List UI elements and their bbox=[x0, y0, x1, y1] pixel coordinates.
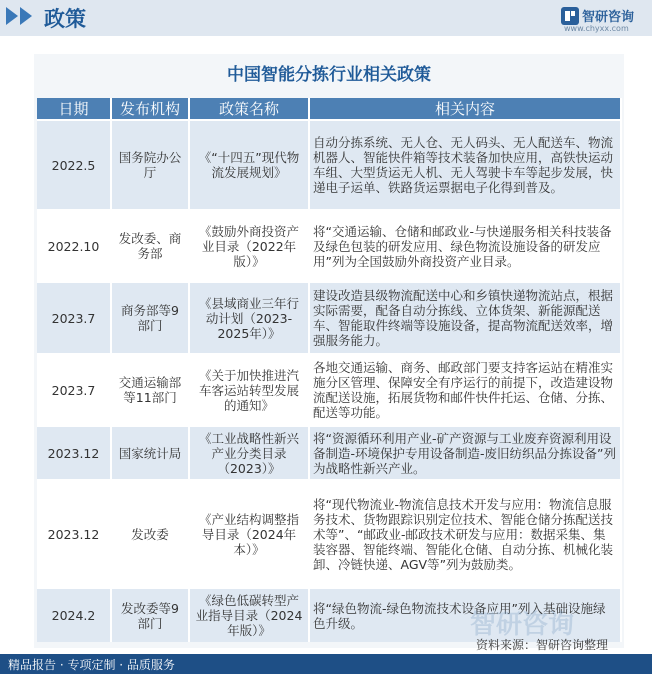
brand-url: www.chyxx.com bbox=[564, 24, 629, 33]
cell-agency: 交通运输部等11部门 bbox=[111, 354, 189, 426]
cell-content: 将“现代物流业-物流信息技术开发与应用：物流信息服务技术、货物跟踪识别定位技术、智能仓储分拣配送技术等”、“邮政业-邮政技术研发与应用：数据采集、集装容器、智能终端、智能化仓储、自动分拣、机械化装卸、冷链快递、AGV等”列为鼓励类。 bbox=[309, 480, 621, 588]
cell-agency: 发改委 bbox=[111, 480, 189, 588]
table-row bbox=[37, 120, 621, 210]
table-row bbox=[37, 210, 621, 282]
brand-name: 智研咨询 bbox=[582, 10, 635, 25]
brand-logo-icon bbox=[560, 6, 580, 26]
cell-content: 各地交通运输、商务、邮政部门要支持客运站在精准实施分区管理、保障安全有序运行的前提下，改造建设物流配送设施，拓展货物和邮件快件托运、仓储、分拣、配送等功能。 bbox=[309, 354, 621, 426]
policy-table bbox=[37, 98, 622, 642]
cell-date: 2023.7 bbox=[37, 354, 111, 426]
cell-date: 2022.5 bbox=[37, 120, 111, 210]
table-row bbox=[37, 480, 621, 588]
cell-content: 将“资源循环利用产业-矿产资源与工业废弃资源利用设备制造-环境保护专用设备制造-废旧纺织品分拣设备”列为战略性新兴产业。 bbox=[309, 426, 621, 480]
table-title: 中国智能分拣行业相关政策 bbox=[227, 65, 431, 85]
chevron-icon bbox=[6, 7, 18, 25]
cell-agency: 国务院办公厅 bbox=[111, 120, 189, 210]
header-band bbox=[0, 0, 652, 36]
cell-content: 将“交通运输、仓储和邮政业-与快递服务相关科技装备及绿色包装的研发应用、绿色物流设施设备的研发应用”列为全国鼓励外商投资产业目录。 bbox=[309, 210, 621, 282]
cell-date: 2023.7 bbox=[37, 282, 111, 354]
watermark: 智研咨询 bbox=[470, 610, 575, 640]
source-note: 资料来源：智研咨询整理 bbox=[476, 638, 609, 652]
cell-policy: 《产业结构调整指导目录（2024年本）》 bbox=[189, 480, 309, 588]
cell-policy: 《绿色低碳转型产业指导目录（2024年版）》 bbox=[189, 588, 309, 642]
cell-agency: 发改委、商务部 bbox=[111, 210, 189, 282]
chevron-icon bbox=[20, 7, 32, 25]
cell-date: 2023.12 bbox=[37, 426, 111, 480]
cell-policy: 《“十四五”现代物流发展规划》 bbox=[189, 120, 309, 210]
cell-policy: 《关于加快推进汽车客运站转型发展的通知》 bbox=[189, 354, 309, 426]
table-row bbox=[37, 426, 621, 480]
column-header-date: 日期 bbox=[37, 98, 111, 120]
section-title: 政策 bbox=[44, 7, 86, 31]
cell-policy: 《县域商业三年行动计划（2023-2025年）》 bbox=[189, 282, 309, 354]
cell-content: 自动分拣系统、无人仓、无人码头、无人配送车、物流机器人、智能快件箱等技术装备加快应用，高铁快运动车组、大型货运无人机、无人驾驶卡车等起步发展，快递电子运单、铁路货运票据电子化得到普及。 bbox=[309, 120, 621, 210]
table-row bbox=[37, 354, 621, 426]
column-header-content: 相关内容 bbox=[309, 98, 621, 120]
cell-agency: 发改委等9部门 bbox=[111, 588, 189, 642]
cell-agency: 国家统计局 bbox=[111, 426, 189, 480]
footer-slogan: 精品报告 · 专项定制 · 品质服务 bbox=[8, 658, 175, 672]
cell-content: 将“绿色物流-绿色物流技术设备应用”列入基础设施绿色升级。 bbox=[309, 588, 621, 642]
table-row bbox=[37, 282, 621, 354]
column-header-policy: 政策名称 bbox=[189, 98, 309, 120]
cell-date: 2022.10 bbox=[37, 210, 111, 282]
column-header-agency: 发布机构 bbox=[111, 98, 189, 120]
cell-agency: 商务部等9部门 bbox=[111, 282, 189, 354]
cell-policy: 《鼓励外商投资产业目录（2022年版）》 bbox=[189, 210, 309, 282]
cell-date: 2024.2 bbox=[37, 588, 111, 642]
cell-content: 建设改造县级物流配送中心和乡镇快递物流站点，根据实际需要，配备自动分拣线、立体货架、新能源配送车、智能取件终端等设施设备，提高物流配送效率，增强服务能力。 bbox=[309, 282, 621, 354]
cell-policy: 《工业战略性新兴产业分类目录（2023）》 bbox=[189, 426, 309, 480]
cell-date: 2023.12 bbox=[37, 480, 111, 588]
